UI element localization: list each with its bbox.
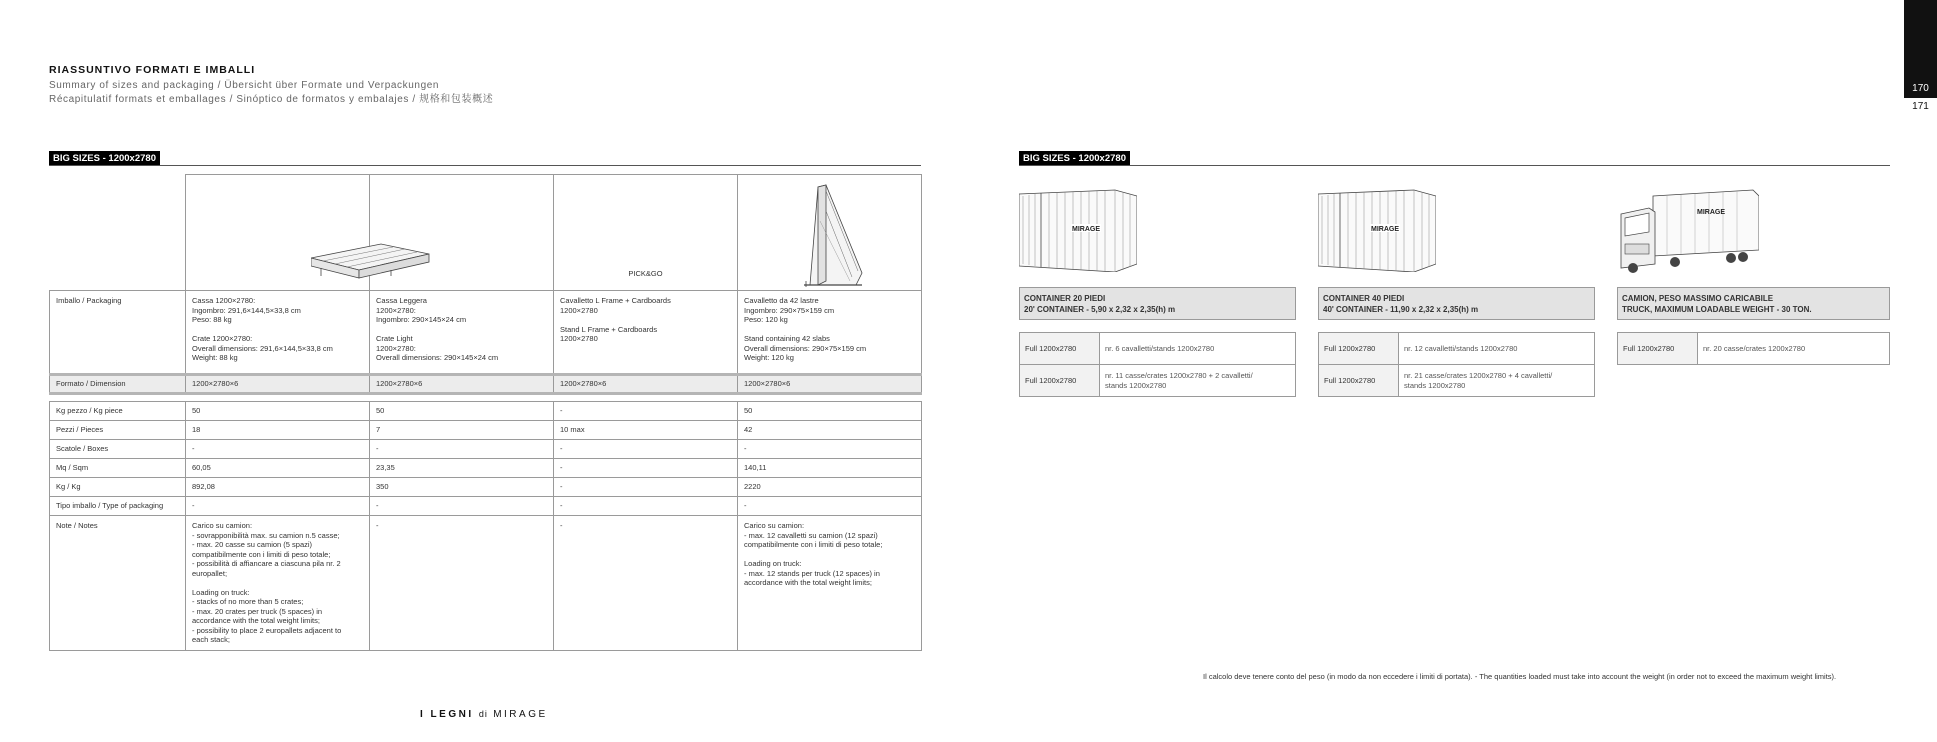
table-row <box>1020 333 1296 365</box>
container-20-brand: MIRAGE <box>1072 226 1100 233</box>
truck-title-line1: CAMION, PESO MASSIMO CARICABILE <box>1622 294 1774 303</box>
table-cell: 50 <box>186 402 370 421</box>
table-cell: 50 <box>738 402 922 421</box>
stand-image-cell <box>738 175 922 291</box>
pickgo-image-cell <box>554 175 738 291</box>
row-label: Note / Notes <box>50 516 186 651</box>
page-subtitle-1: Summary of sizes and packaging / Übersicht über Formate und Verpackungen <box>49 80 440 91</box>
truck-icon <box>1619 188 1759 274</box>
packaging-spec-table <box>49 174 922 651</box>
container-40-icon <box>1318 188 1436 272</box>
load-key: Full 1200x2780 <box>1319 365 1399 397</box>
load-value: nr. 21 casse/crates 1200x2780 + 4 cavalletti/ stands 1200x2780 <box>1399 365 1595 397</box>
table-row <box>50 497 922 516</box>
table-row <box>1319 365 1595 397</box>
table-cell: 18 <box>186 421 370 440</box>
image-row <box>50 175 922 291</box>
table-row <box>50 291 922 375</box>
truck-title <box>1617 287 1890 320</box>
table-cell: 1200×2780×6 <box>554 375 738 394</box>
table-cell: - <box>554 402 738 421</box>
table-cell: 892,08 <box>186 478 370 497</box>
page-number-tab <box>1904 0 1937 98</box>
load-key: Full 1200x2780 <box>1319 333 1399 365</box>
load-key: Full 1200x2780 <box>1020 333 1100 365</box>
table-row <box>50 421 922 440</box>
table-row <box>50 440 922 459</box>
section-label-left: BIG SIZES - 1200x2780 <box>49 151 160 166</box>
container-20-icon <box>1019 188 1137 272</box>
table-row <box>50 402 922 421</box>
row-label: Pezzi / Pieces <box>50 421 186 440</box>
pickgo-label: PICK&GO <box>628 268 663 278</box>
table-cell: 42 <box>738 421 922 440</box>
table-row <box>1020 365 1296 397</box>
row-label: Kg / Kg <box>50 478 186 497</box>
table-cell: 1200×2780×6 <box>186 375 370 394</box>
table-cell: Cavalletto L Frame + Cardboards 1200×2780 Stand L Frame + Cardboards 1200×2780 <box>554 291 738 375</box>
row-label: Mq / Sqm <box>50 459 186 478</box>
table-cell: Cavalletto da 42 lastre Ingombro: 290×75×159 cm Peso: 120 kg Stand containing 42 slabs Overall dimensions: 290×75×159 cm Weight: 120 kg <box>738 291 922 375</box>
table-cell: Carico su camion: - sovrapponibilità max. su camion n.5 casse; - max. 20 casse su camion (5 spazi) compatibilmente con i limiti di peso totale; - possibilità di affiancare a ciascuna pila nr. 2 europallet; Loading on truck: - stacks of no more than 5 crates; - max. 20 crates per truck (5 spaces) in accordance with the total weight limits; - possibility to place 2 europallets adjacent to each stack; <box>186 516 370 651</box>
table-cell: - <box>554 497 738 516</box>
load-value: nr. 6 cavalletti/stands 1200x2780 <box>1100 333 1296 365</box>
table-row <box>50 478 922 497</box>
table-cell: 60,05 <box>186 459 370 478</box>
table-cell: 23,35 <box>370 459 554 478</box>
table-cell: 140,11 <box>738 459 922 478</box>
table-cell: - <box>370 497 554 516</box>
a-frame-stand-icon <box>796 181 866 289</box>
truck-title-line2: TRUCK, MAXIMUM LOADABLE WEIGHT - 30 TON. <box>1622 305 1812 314</box>
container-40-load-table <box>1318 332 1595 397</box>
table-cell: 7 <box>370 421 554 440</box>
weight-footnote: Il calcolo deve tenere conto del peso (in modo da non eccedere i limiti di portata). - The quantities loaded must take into account the weight (in order not to exceed the maximum weight limits). <box>1203 672 1837 681</box>
container-20-title-line2: 20' CONTAINER - 5,90 x 2,32 x 2,35(h) m <box>1024 305 1176 314</box>
brand-part-1: I LEGNI <box>420 709 474 720</box>
container-20-load-table <box>1019 332 1296 397</box>
container-40-title-line1: CONTAINER 40 PIEDI <box>1323 294 1405 303</box>
row-label: Formato / Dimension <box>50 375 186 394</box>
section-rule-left <box>49 165 921 166</box>
table-cell: - <box>370 516 554 651</box>
page-title: RIASSUNTIVO FORMATI E IMBALLI <box>49 64 256 76</box>
container-40-title-line2: 40' CONTAINER - 11,90 x 2,32 x 2,35(h) m <box>1323 305 1479 314</box>
load-value: nr. 11 casse/crates 1200x2780 + 2 cavalletti/ stands 1200x2780 <box>1100 365 1296 397</box>
table-row <box>1319 333 1595 365</box>
table-cell: - <box>738 497 922 516</box>
table-row <box>50 375 922 394</box>
image-row-blank <box>50 175 186 291</box>
table-cell: 1200×2780×6 <box>738 375 922 394</box>
row-label: Tipo imballo / Type of packaging <box>50 497 186 516</box>
container-40-title <box>1318 287 1595 320</box>
container-20-title-line1: CONTAINER 20 PIEDI <box>1024 294 1106 303</box>
row-label: Imballo / Packaging <box>50 291 186 375</box>
table-cell: Cassa Leggera 1200×2780: Ingombro: 290×145×24 cm Crate Light 1200×2780: Overall dimensions: 290×145×24 cm <box>370 291 554 375</box>
page-number-left: 170 <box>1912 83 1929 94</box>
page-number-right: 171 <box>1912 101 1929 112</box>
crate-light-image-cell <box>370 175 554 291</box>
table-cell: - <box>370 440 554 459</box>
load-key: Full 1200x2780 <box>1618 333 1698 365</box>
truck-brand: MIRAGE <box>1697 209 1725 216</box>
table-gap <box>50 394 922 402</box>
table-row <box>50 459 922 478</box>
table-cell: 50 <box>370 402 554 421</box>
table-cell: - <box>554 459 738 478</box>
row-label: Kg pezzo / Kg piece <box>50 402 186 421</box>
brand-logo <box>420 709 548 720</box>
load-key: Full 1200x2780 <box>1020 365 1100 397</box>
crate-image-cell <box>186 175 370 291</box>
table-cell: Carico su camion: - max. 12 cavalletti su camion (12 spazi) compatibilmente con i limiti di peso totale; Loading on truck: - max. 12 stands per truck (12 spaces) in accordance with the total weight limits; <box>738 516 922 651</box>
table-cell: - <box>186 497 370 516</box>
table-cell: Cassa 1200×2780: Ingombro: 291,6×144,5×33,8 cm Peso: 88 kg Crate 1200×2780: Overall dimensions: 291,6×144,5×33,8 cm Weight: 88 kg <box>186 291 370 375</box>
load-value: nr. 20 casse/crates 1200x2780 <box>1698 333 1890 365</box>
container-20-title <box>1019 287 1296 320</box>
table-cell: 2220 <box>738 478 922 497</box>
page-subtitle-2: Récapitulatif formats et emballages / Sinóptico de formatos y embalajes / 规格和包装概述 <box>49 94 494 105</box>
table-cell: 10 max <box>554 421 738 440</box>
table-row <box>1618 333 1890 365</box>
table-cell: - <box>554 478 738 497</box>
container-40-brand: MIRAGE <box>1371 226 1399 233</box>
load-value: nr. 12 cavalletti/stands 1200x2780 <box>1399 333 1595 365</box>
page-heading <box>49 64 493 106</box>
table-cell: 350 <box>370 478 554 497</box>
section-label-right: BIG SIZES - 1200x2780 <box>1019 151 1130 166</box>
brand-part-3: MIRAGE <box>493 709 548 720</box>
section-rule-right <box>1019 165 1890 166</box>
brand-part-2: di <box>478 709 488 719</box>
row-label: Scatole / Boxes <box>50 440 186 459</box>
truck-load-table <box>1617 332 1890 365</box>
table-cell: - <box>738 440 922 459</box>
table-cell: - <box>554 440 738 459</box>
table-cell: - <box>186 440 370 459</box>
table-row <box>50 516 922 651</box>
table-cell: 1200×2780×6 <box>370 375 554 394</box>
table-cell: - <box>554 516 738 651</box>
